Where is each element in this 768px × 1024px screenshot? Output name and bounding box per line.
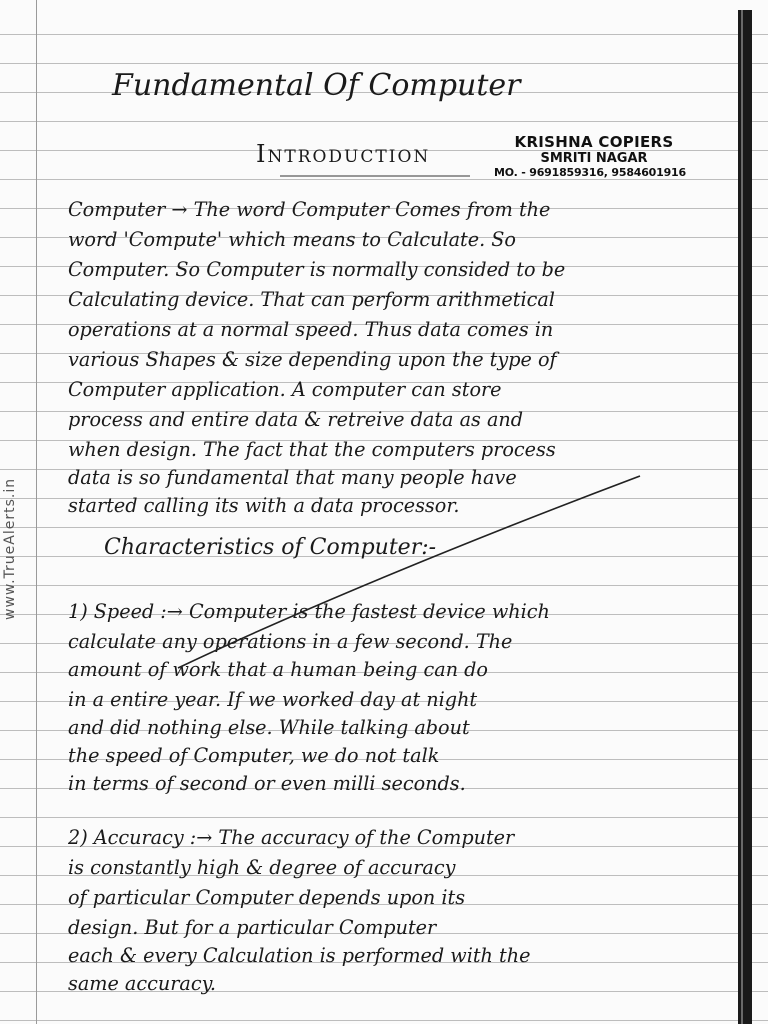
intro-line: word 'Compute' which means to Calculate. So [68,228,516,251]
speed-line: 1) Speed :→ Computer is the fastest device which [68,600,550,623]
speed-line: and did nothing else. While talking about [68,716,470,739]
speed-line: calculate any operations in a few second. The [68,630,513,653]
speed-line: amount of work that a human being can do [68,658,488,681]
intro-line: when design. The fact that the computers process [68,438,556,461]
stamp-name: KRISHNA COPIERS [514,133,674,151]
accuracy-line: same accuracy. [68,972,216,995]
intro-line: data is so fundamental that many people have [68,466,517,489]
intro-line: process and entire data & retreive data as and [68,408,524,431]
stamp-area: SMRITI NAGAR [540,151,648,166]
intro-line: started calling its with a data processor. [68,494,460,517]
intro-line: various Shapes & size depending upon the type of [68,348,557,371]
watermark: www.TrueAlerts.in [2,477,18,620]
intro-line: operations at a normal speed. Thus data comes in [68,318,554,341]
accuracy-line: of particular Computer depends upon its [68,886,466,909]
page-edge-shadow [738,10,752,1024]
stamp-phone: MO. - 9691859316, 9584601916 [494,166,686,179]
accuracy-line: is constantly high & degree of accuracy [68,856,456,879]
intro-line: Computer. So Computer is normally consided to be [68,258,566,281]
speed-line: in terms of second or even milli seconds. [68,772,466,795]
accuracy-line: each & every Calculation is performed with the [68,944,531,967]
copier-stamp [494,133,694,179]
intro-line: Computer → The word Computer Comes from the [68,198,551,221]
page-title: Fundamental Of Computer [112,68,521,103]
speed-line: the speed of Computer, we do not talk [68,744,440,767]
speed-line: in a entire year. If we worked day at night [68,688,478,711]
accuracy-line: design. But for a particular Computer [68,916,437,939]
accuracy-line: 2) Accuracy :→ The accuracy of the Computer [68,826,515,849]
intro-line: Computer application. A computer can store [68,378,502,401]
characteristics-heading: Characteristics of Computer:- [104,535,437,560]
intro-line: Calculating device. That can perform arithmetical [68,288,555,311]
section-heading: Introduction [256,140,431,168]
margin-rule [36,0,37,1024]
